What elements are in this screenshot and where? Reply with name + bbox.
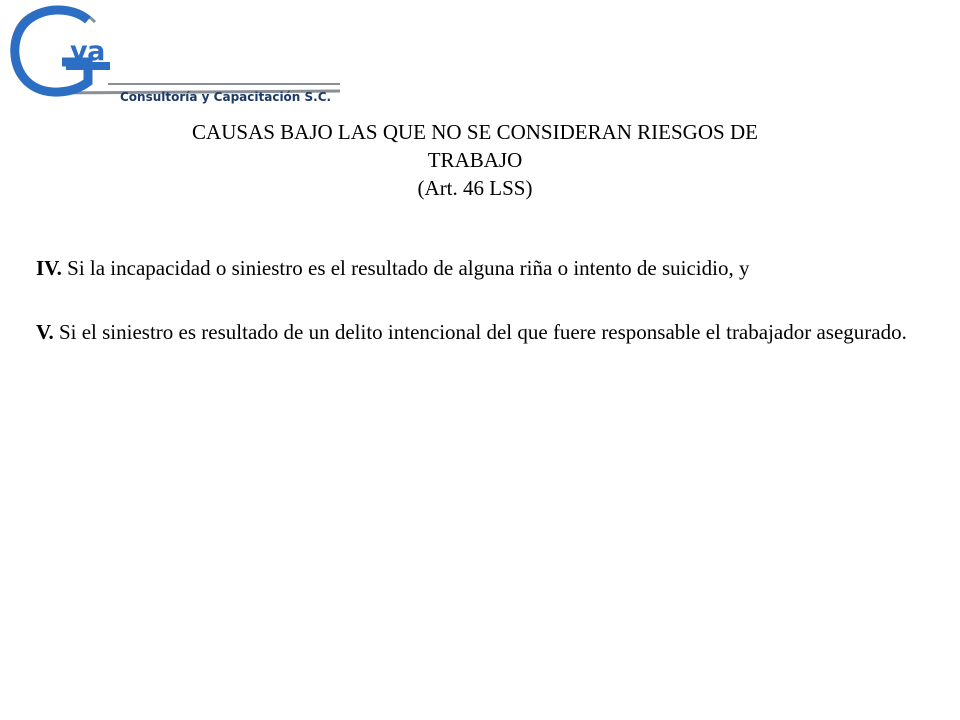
- paragraph-iv-text: Si la incapacidad o siniestro es el resultado de alguna riña o intento de suicidio, y: [61, 256, 750, 280]
- title-line-2: TRABAJO: [427, 148, 523, 172]
- paragraph-v: [36, 316, 914, 348]
- paragraph-iv: [36, 252, 914, 284]
- title-line-3: (Art. 46 LSS): [417, 176, 533, 200]
- numeral-iv: IV.: [36, 256, 62, 280]
- slide-body: [36, 252, 914, 348]
- company-logo: [0, 0, 350, 115]
- slide-title: [90, 118, 860, 202]
- paragraph-v-text: Si el siniestro es resultado de un delito intencional del que fuere responsable el trabajador asegurado.: [53, 320, 907, 344]
- title-line-1: CAUSAS BAJO LAS QUE NO SE CONSIDERAN RIESGOS DE: [192, 120, 758, 144]
- logo-tagline: Consultoría y Capacitación S.C.: [120, 90, 332, 104]
- logo-letters: va: [70, 36, 105, 67]
- numeral-v: V.: [36, 320, 54, 344]
